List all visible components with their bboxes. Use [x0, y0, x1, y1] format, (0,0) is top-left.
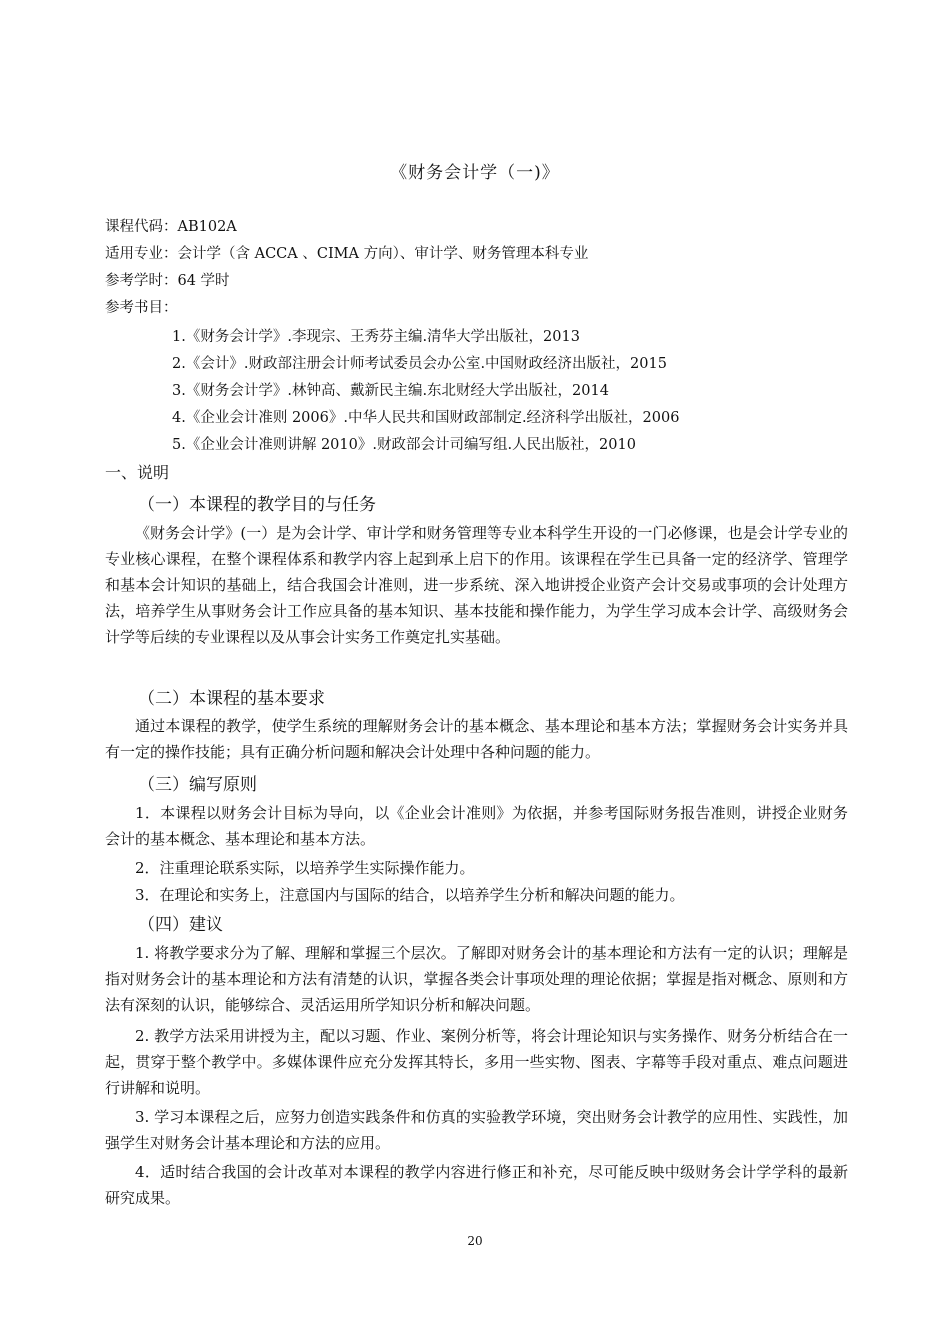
reference-hours: 参考学时：64 学时 [105, 273, 230, 289]
subsection-heading: （二）本课程的基本要求 [138, 689, 325, 709]
paragraph: 3．在理论和实务上，注意国内与国际的结合，以培养学生分析和解决问题的能力。 [135, 886, 685, 904]
applicable-major: 适用专业：会计学（含 ACCA 、CIMA 方向）、审计学、财务管理本科专业 [105, 246, 589, 262]
course-code: 课程代码：AB102A [105, 219, 237, 235]
reference-item: 4.《企业会计准则 2006》.中华人民共和国财政部制定.经济科学出版社，2006 [172, 410, 680, 426]
paragraph: 1. 将教学要求分为了解、理解和掌握三个层次。了解即对财务会计的基本理论和方法有一定的认识；理解是指对财务会计的基本理论和方法有清楚的认识，掌握各类会计事项处理的理论依据；掌握是指对概念、原则和方法有深刻的认识，能够综合、灵活运用所学知识分析和解决问题。 [105, 944, 848, 1014]
reference-item: 5.《企业会计准则讲解 2010》.财政部会计司编写组.人民出版社，2010 [172, 437, 636, 453]
subsection-heading: （一）本课程的教学目的与任务 [138, 495, 376, 515]
paragraph: 3. 学习本课程之后，应努力创造实践条件和仿真的实验教学环境，突出财务会计教学的应用性、实践性，加强学生对财务会计基本理论和方法的应用。 [105, 1108, 848, 1152]
paragraph: 通过本课程的教学，使学生系统的理解财务会计的基本概念、基本理论和基本方法；掌握财务会计实务并具有一定的操作技能；具有正确分析问题和解决会计处理中各种问题的能力。 [105, 717, 848, 761]
subsection-heading: （四）建议 [138, 915, 223, 935]
subsection-heading: （三）编写原则 [138, 775, 257, 795]
reference-item: 3.《财务会计学》.林钟高、戴新民主编.东北财经大学出版社，2014 [172, 383, 609, 399]
paragraph: 2．注重理论联系实际，以培养学生实际操作能力。 [135, 859, 475, 877]
reference-item: 1.《财务会计学》.李现宗、王秀芬主编.清华大学出版社，2013 [172, 329, 580, 345]
paragraph: 4．适时结合我国的会计改革对本课程的教学内容进行修正和补充，尽可能反映中级财务会计学学科的最新研究成果。 [105, 1163, 848, 1207]
paragraph: 《财务会计学》(一）是为会计学、审计学和财务管理等专业本科学生开设的一门必修课，也是会计学专业的专业核心课程，在整个课程体系和教学内容上起到承上启下的作用。该课程在学生已具备一定的经济学、管理学和基本会计知识的基础上，结合我国会计准则，进一步系统、深入地讲授企业资产会计交易或事项的会计处理方法，培养学生从事财务会计工作应具备的基本知识、基本技能和操作能力，为学生学习成本会计学、高级财务会计学等后续的专业课程以及从事会计实务工作奠定扎实基础。 [105, 524, 848, 646]
paragraph: 2. 教学方法采用讲授为主，配以习题、作业、案例分析等，将会计理论知识与实务操作、财务分析结合在一起，贯穿于整个教学中。多媒体课件应充分发挥其特长，多用一些实物、图表、字幕等手段对重点、难点问题进行讲解和说明。 [105, 1027, 848, 1097]
reference-list [172, 324, 679, 459]
reference-item: 2.《会计》.财政部注册会计师考试委员会办公室.中国财政经济出版社，2015 [172, 356, 667, 372]
section-heading: 一、说明 [105, 463, 170, 482]
reference-books-label: 参考书目： [105, 300, 178, 316]
page-number: 20 [467, 1234, 483, 1248]
paragraph: 1．本课程以财务会计目标为导向，以《企业会计准则》为依据，并参考国际财务报告准则，讲授企业财务会计的基本概念、基本理论和基本方法。 [105, 804, 848, 848]
document-title: 《财务会计学（一)》 [390, 163, 560, 183]
